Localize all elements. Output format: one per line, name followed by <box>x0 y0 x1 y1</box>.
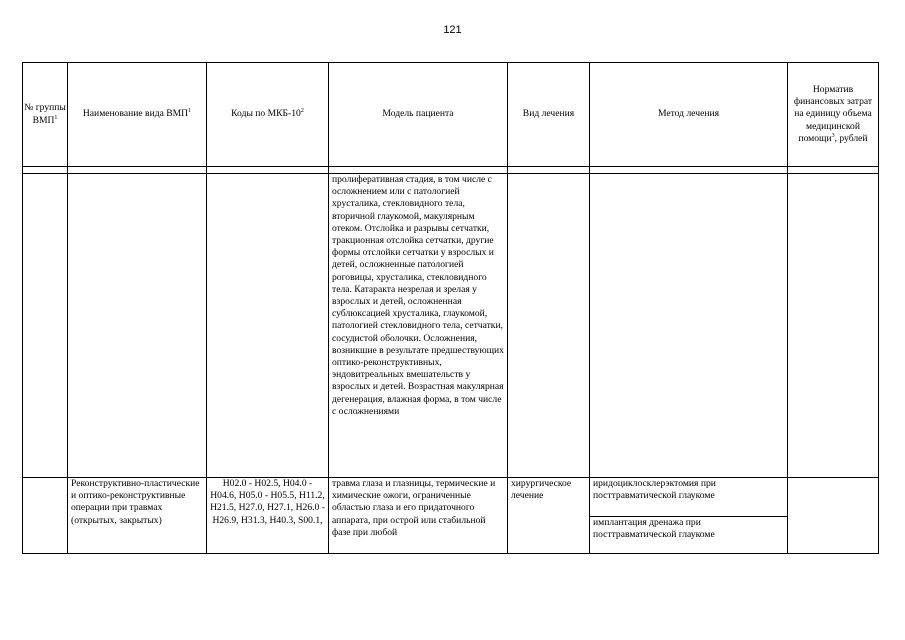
header-patient-model: Модель пациента <box>329 63 508 167</box>
cell-treatment-method <box>590 517 788 554</box>
cell-patient-model <box>329 478 508 554</box>
header-treatment-type: Вид лечения <box>508 63 590 167</box>
cell-vmp-name <box>68 478 207 554</box>
cell-icd-codes <box>207 174 329 478</box>
table-header-row <box>23 63 879 167</box>
table-row <box>23 478 879 517</box>
vmp-table <box>22 62 879 554</box>
patient-model-text: травма глаза и глазницы, термические и химические ожоги, ограниченные областью глаза и его придаточного аппарата, при острой или стабильной фазе при любой <box>332 478 496 538</box>
cell-icd-codes <box>207 478 329 554</box>
cell-financial-norm <box>788 174 879 478</box>
cell-financial-norm <box>788 478 879 554</box>
cell-treatment-method <box>590 478 788 517</box>
cell-vmp-name <box>68 174 207 478</box>
cell-group-number <box>23 174 68 478</box>
page-number: 121 <box>443 24 462 36</box>
header-group-number: № группы ВМП$^1$ <box>23 63 68 167</box>
cell-patient-model <box>329 174 508 478</box>
cell-treatment-type <box>508 478 590 554</box>
header-icd-codes: Коды по МКБ-$10^2$ <box>207 63 329 167</box>
vmp-name-text: Реконструктивно-пластические и оптико-реконструктивные операции при травмах (открытых, закрытых) <box>71 478 200 526</box>
table-row <box>23 174 879 478</box>
treatment-method-text: иридоциклосклерэктомия при посттравматической глаукоме <box>593 478 716 502</box>
header-vmp-name: Наименование вида ВМП$^1$ <box>68 63 207 167</box>
icd-codes-text: H02.0 - H02.5, H04.0 - H04.6, H05.0 - H05.5, H11.2, H21.5, H27.0, H27.1, H26.0 - H26.9, H31.3, H40.3, S00.1, <box>210 478 325 526</box>
header-financial-norm: Норматив финансовых затрат на единицу объема медицинской помощи$^3$, рублей <box>788 63 879 167</box>
header-treatment-method: Метод лечения <box>590 63 788 167</box>
patient-model-text: пролиферативная стадия, в том числе с осложнением или с патологией хрусталика, стекловидного тела, вторичной глаукомой, макулярным отеком. Отслойка и разрывы сетчатки, тракционная отслойка сетчатки, другие формы отслойки сетчатки у взрослых и детей, осложненные патологией роговицы, хрусталика, стекловидного тела. Катаракта незрелая и зрелая у взрослых и детей, осложненная сублюксацией хрусталика, глаукомой, патологией стекловидного тела, сетчатки, сосудистой оболочки. Осложнения, возникшие в результате предшествующих оптико-реконструктивных, эндовитреальных вмешательств у взрослых и детей. Возрастная макулярная дегенерация, влажная форма, в том числе с осложнениями <box>332 174 504 417</box>
treatment-method-text: имплантация дренажа при посттравматической глаукоме <box>593 517 715 541</box>
cell-treatment-method <box>590 174 788 478</box>
cell-group-number <box>23 478 68 554</box>
cell-treatment-type <box>508 174 590 478</box>
treatment-type-text: хирургическое лечение <box>511 478 572 502</box>
header-spacer-row <box>23 167 879 174</box>
